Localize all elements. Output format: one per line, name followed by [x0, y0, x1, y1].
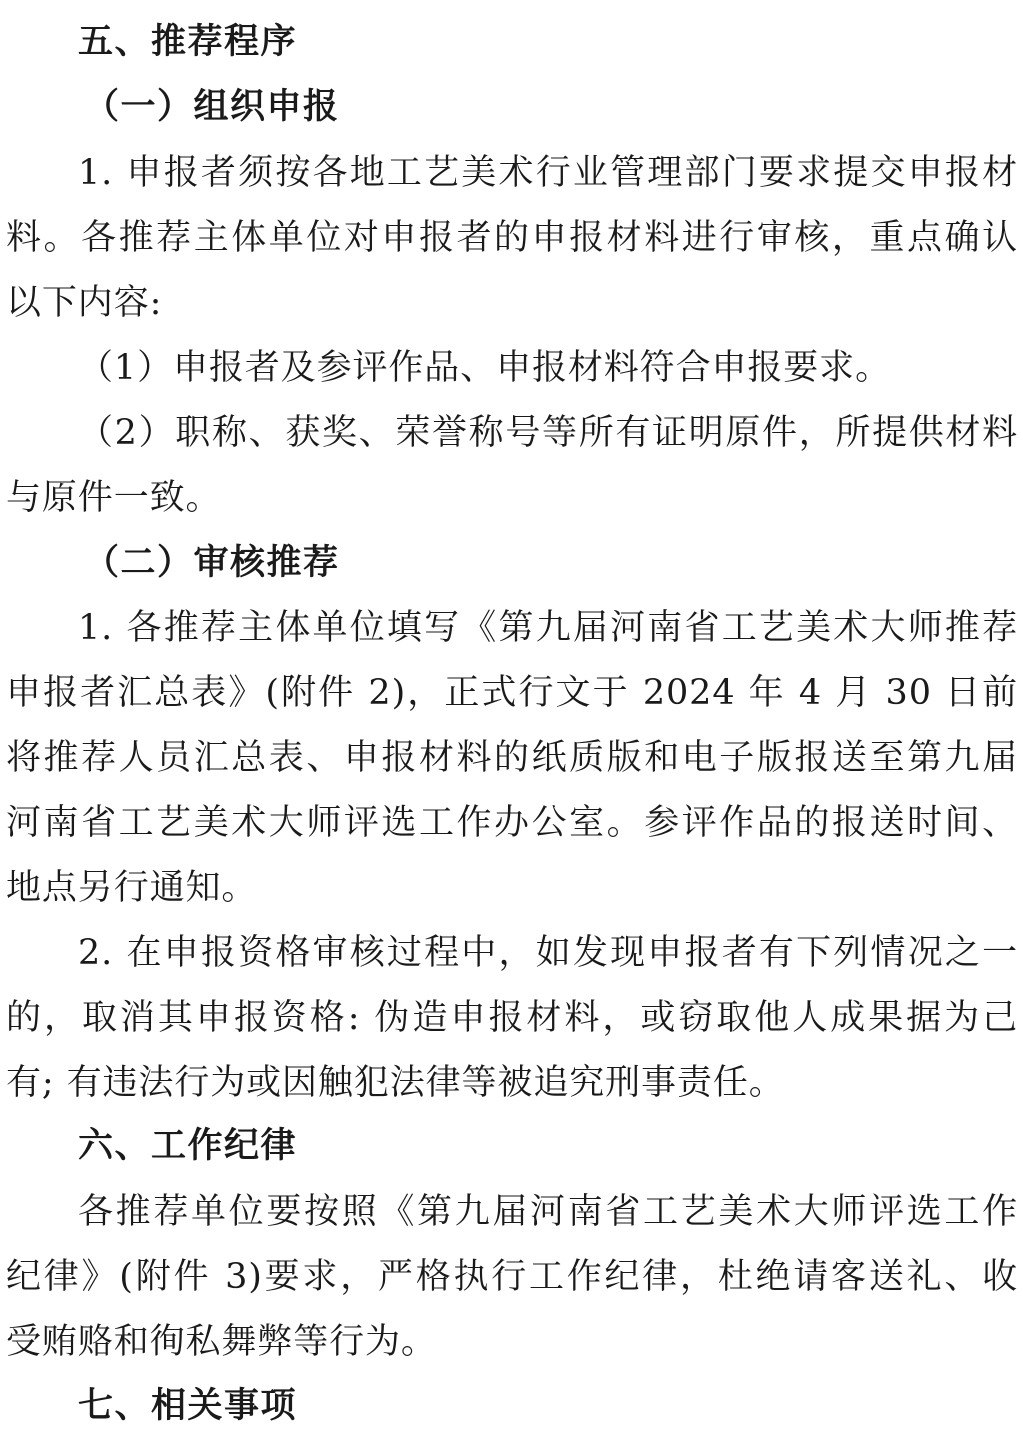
list-point: （1）申报者及参评作品、申报材料符合申报要求。: [78, 348, 891, 388]
paragraph-line: 1. 各推荐主体单位填写《第九届河南省工艺美术大师推荐: [78, 608, 1018, 648]
paragraph-line: 将推荐人员汇总表、申报材料的纸质版和电子版报送至第九届: [6, 738, 1018, 778]
paragraph-line: 各推荐单位要按照《第九届河南省工艺美术大师评选工作: [78, 1192, 1018, 1232]
paragraph-line: 1. 申报者须按各地工艺美术行业管理部门要求提交申报材: [78, 153, 1018, 193]
paragraph-line: 与原件一致。: [6, 478, 222, 518]
paragraph-line: 申报者汇总表》(附件 2)，正式行文于 2024 年 4 月 30 日前: [6, 673, 1018, 713]
section-heading-6: 六、工作纪律: [78, 1126, 298, 1166]
paragraph-line: 地点另行通知。: [6, 868, 258, 908]
section-heading-5: 五、推荐程序: [78, 22, 298, 62]
subsection-heading-2: （二）审核推荐: [84, 543, 340, 583]
paragraph-line: 河南省工艺美术大师评选工作办公室。参评作品的报送时间、: [6, 803, 1018, 843]
paragraph-line: 纪律》(附件 3)要求，严格执行工作纪律，杜绝请客送礼、收: [6, 1257, 1018, 1297]
paragraph-line: 料。各推荐主体单位对申报者的申报材料进行审核，重点确认: [6, 218, 1018, 258]
section-heading-7: 七、相关事项: [78, 1386, 298, 1426]
paragraph-line: 受贿赂和徇私舞弊等行为。: [6, 1322, 437, 1362]
paragraph-line: 有; 有违法行为或因触犯法律等被追究刑事责任。: [6, 1063, 785, 1103]
subsection-heading-1: （一）组织申报: [84, 87, 340, 127]
paragraph-line: 2. 在申报资格审核过程中，如发现申报者有下列情况之一: [78, 933, 1018, 973]
paragraph-line: 以下内容:: [6, 283, 163, 323]
paragraph-line: 的，取消其申报资格: 伪造申报材料，或窃取他人成果据为己: [6, 998, 1018, 1038]
list-point: （2）职称、获奖、荣誉称号等所有证明原件，所提供材料: [78, 413, 1018, 453]
